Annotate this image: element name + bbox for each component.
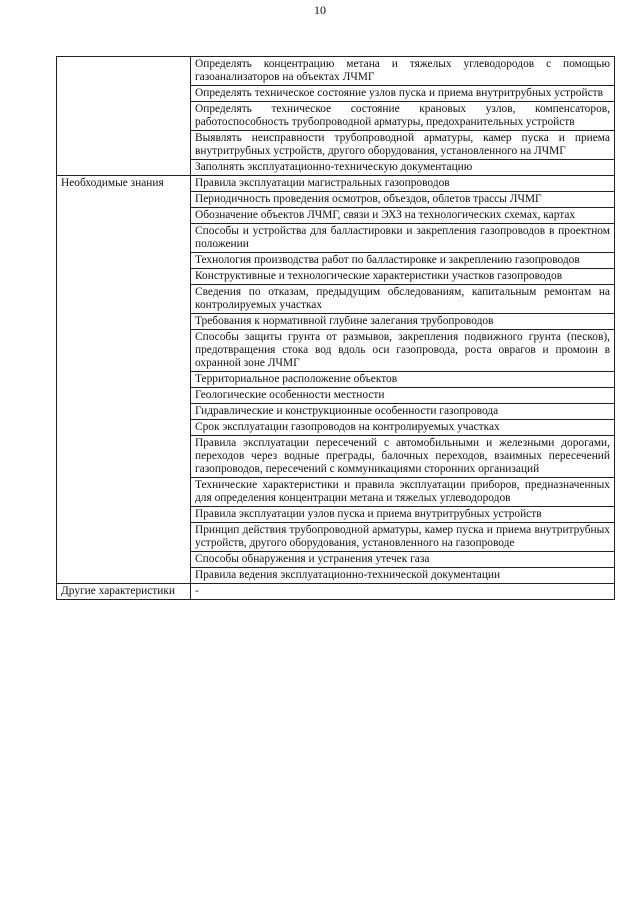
knowledge-item: Способы и устройства для балластировки и закрепления газопроводов в проектном положении <box>191 224 615 253</box>
knowledge-item: Технология производства работ по балластировке и закреплению газопроводов <box>191 253 615 269</box>
knowledge-label: Необходимые знания <box>57 176 191 584</box>
knowledge-item: Способы обнаружения и устранения утечек газа <box>191 552 615 568</box>
knowledge-item: Сведения по отказам, предыдущим обследованиям, капитальным ремонтам на контролируемых участках <box>191 285 615 314</box>
knowledge-item: Правила эксплуатации магистральных газопроводов <box>191 176 615 192</box>
knowledge-item: Срок эксплуатации газопроводов на контролируемых участках <box>191 420 615 436</box>
knowledge-item: Конструктивные и технологические характеристики участков газопроводов <box>191 269 615 285</box>
competency-table <box>56 56 615 600</box>
knowledge-item: Технические характеристики и правила эксплуатации приборов, предназначенных для определения концентрации метана и тяжелых углеводородов <box>191 478 615 507</box>
other-characteristics-value: - <box>191 584 615 600</box>
knowledge-item: Правила эксплуатации пересечений с автомобильными и железными дорогами, переходов через водные преграды, балочных переходов, взаимных пересечений газопроводов, пересечений с коммуникациями сторонних организаций <box>191 436 615 478</box>
knowledge-item: Периодичность проведения осмотров, объездов, облетов трассы ЛЧМГ <box>191 192 615 208</box>
knowledge-item: Правила эксплуатации узлов пуска и приема внутритрубных устройств <box>191 507 615 523</box>
other-characteristics-label: Другие характеристики <box>57 584 191 600</box>
knowledge-item: Требования к нормативной глубине залегания трубопроводов <box>191 314 615 330</box>
skill-item: Заполнять эксплуатационно-техническую документацию <box>191 160 615 176</box>
skill-item: Определять техническое состояние узлов пуска и приема внутритрубных устройств <box>191 86 615 102</box>
skills-label-cell <box>57 57 191 176</box>
page-number: 10 <box>314 3 326 17</box>
skill-item: Выявлять неисправности трубопроводной арматуры, камер пуска и приема внутритрубных устройств, другого оборудования, установленного на ЛЧМГ <box>191 131 615 160</box>
skill-item: Определять концентрацию метана и тяжелых углеводородов с помощью газоанализаторов на объектах ЛЧМГ <box>191 57 615 86</box>
skill-item: Определять техническое состояние крановых узлов, компенсаторов, работоспособность трубопроводной арматуры, предохранительных устройств <box>191 102 615 131</box>
knowledge-item: Правила ведения эксплуатационно-технической документации <box>191 568 615 584</box>
table-row <box>57 584 615 600</box>
table-row <box>57 176 615 192</box>
knowledge-item: Геологические особенности местности <box>191 388 615 404</box>
knowledge-item: Обозначение объектов ЛЧМГ, связи и ЭХЗ на технологических схемах, картах <box>191 208 615 224</box>
knowledge-item: Способы защиты грунта от размывов, закрепления подвижного грунта (песков), предотвращения стока вод вдоль оси газопровода, роста оврагов и промоин в охранной зоне ЛЧМГ <box>191 330 615 372</box>
knowledge-item: Принцип действия трубопроводной арматуры, камер пуска и приема внутритрубных устройств, другого оборудования, установленного на газопроводе <box>191 523 615 552</box>
knowledge-item: Территориальное расположение объектов <box>191 372 615 388</box>
knowledge-item: Гидравлические и конструкционные особенности газопровода <box>191 404 615 420</box>
table-row <box>57 57 615 86</box>
